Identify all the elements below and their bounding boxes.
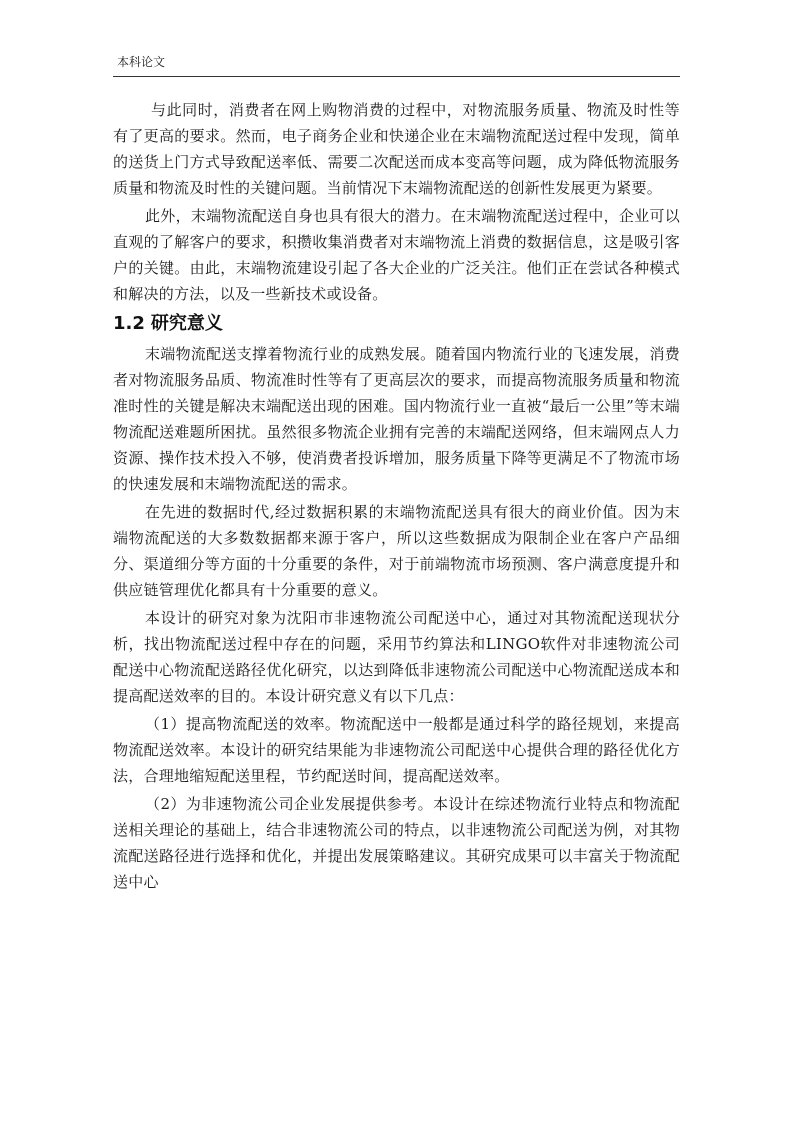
paragraph-intro-1: 与此同时，消费者在网上购物消费的过程中，对物流服务质量、物流及时性等有了更高的要求。然而，电子商务企业和快递企业在末端物流配送过程中发现，简单的送货上门方式导致配送率低、需要二次配送而成本变高等问题，成为降低物流服务质量和物流及时性的关键问题。当前情况下末端物流配送的创新性发展更为紧要。 <box>113 101 680 197</box>
header-rule <box>113 76 680 77</box>
paragraph-point-2: （2）为非速物流公司企业发展提供参考。本设计在综述物流行业特点和物流配送相关理论的基础上，结合非速物流公司的特点，以非速物流公司配送为例，对其物流配送路径进行选择和优化，并提出发展策略建议。其研究成果可以丰富关于物流配送中心 <box>113 795 680 891</box>
paragraph-point-1: （1）提高物流配送的效率。物流配送中一般都是通过科学的路径规划，来提高物流配送效率。本设计的研究结果能为非速物流公司配送中心提供合理的路径优化方法，合理地缩短配送里程，节约配送时间，提高配送效率。 <box>113 715 680 785</box>
paragraph-intro-2: 此外，末端物流配送自身也具有很大的潜力。在末端物流配送过程中，企业可以直观的了解客户的要求，积攒收集消费者对末端物流上消费的数据信息，这是吸引客户的关键。由此，末端物流建设引起了各大企业的广泛关注。他们正在尝试各种模式和解决的方法，以及一些新技术或设备。 <box>113 207 680 303</box>
section-heading <box>113 311 680 337</box>
body-text <box>113 97 680 895</box>
running-header: 本科论文 <box>117 55 166 69</box>
paragraph-significance-1: 末端物流配送支撑着物流行业的成熟发展。随着国内物流行业的飞速发展，消费者对物流服务品质、物流准时性等有了更高层次的要求，而提高物流服务质量和物流准时性的关键是解决末端配送出现的困难。国内物流行业一直被“最后一公里”等末端物流配送难题所困扰。虽然很多物流企业拥有完善的末端配送网络，但末端网点人力资源、操作技术投入不够，使消费者投诉增加，服务质量下降等更满足不了物流市场的快速发展和末端物流配送的需求。 <box>113 345 680 493</box>
paragraph-significance-3: 本设计的研究对象为沈阳市非速物流公司配送中心，通过对其物流配送现状分析，找出物流配送过程中存在的问题，采用节约算法和LINGO软件对非速物流公司配送中心物流配送路径优化研究，以达到降低非速物流公司配送中心物流配送成本和提高配送效率的目的。本设计研究意义有以下几点： <box>113 609 680 705</box>
paragraph-significance-2: 在先进的数据时代,经过数据积累的末端物流配送具有很大的商业价值。因为末端物流配送的大多数数据都来源于客户，所以这些数据成为限制企业在客户产品细分、渠道细分等方面的十分重要的条件，对于前端物流市场预测、客户满意度提升和供应链管理优化都具有十分重要的意义。 <box>113 503 680 599</box>
section-title: 研究意义 <box>150 313 223 334</box>
section-number: 1.2 <box>113 313 145 334</box>
